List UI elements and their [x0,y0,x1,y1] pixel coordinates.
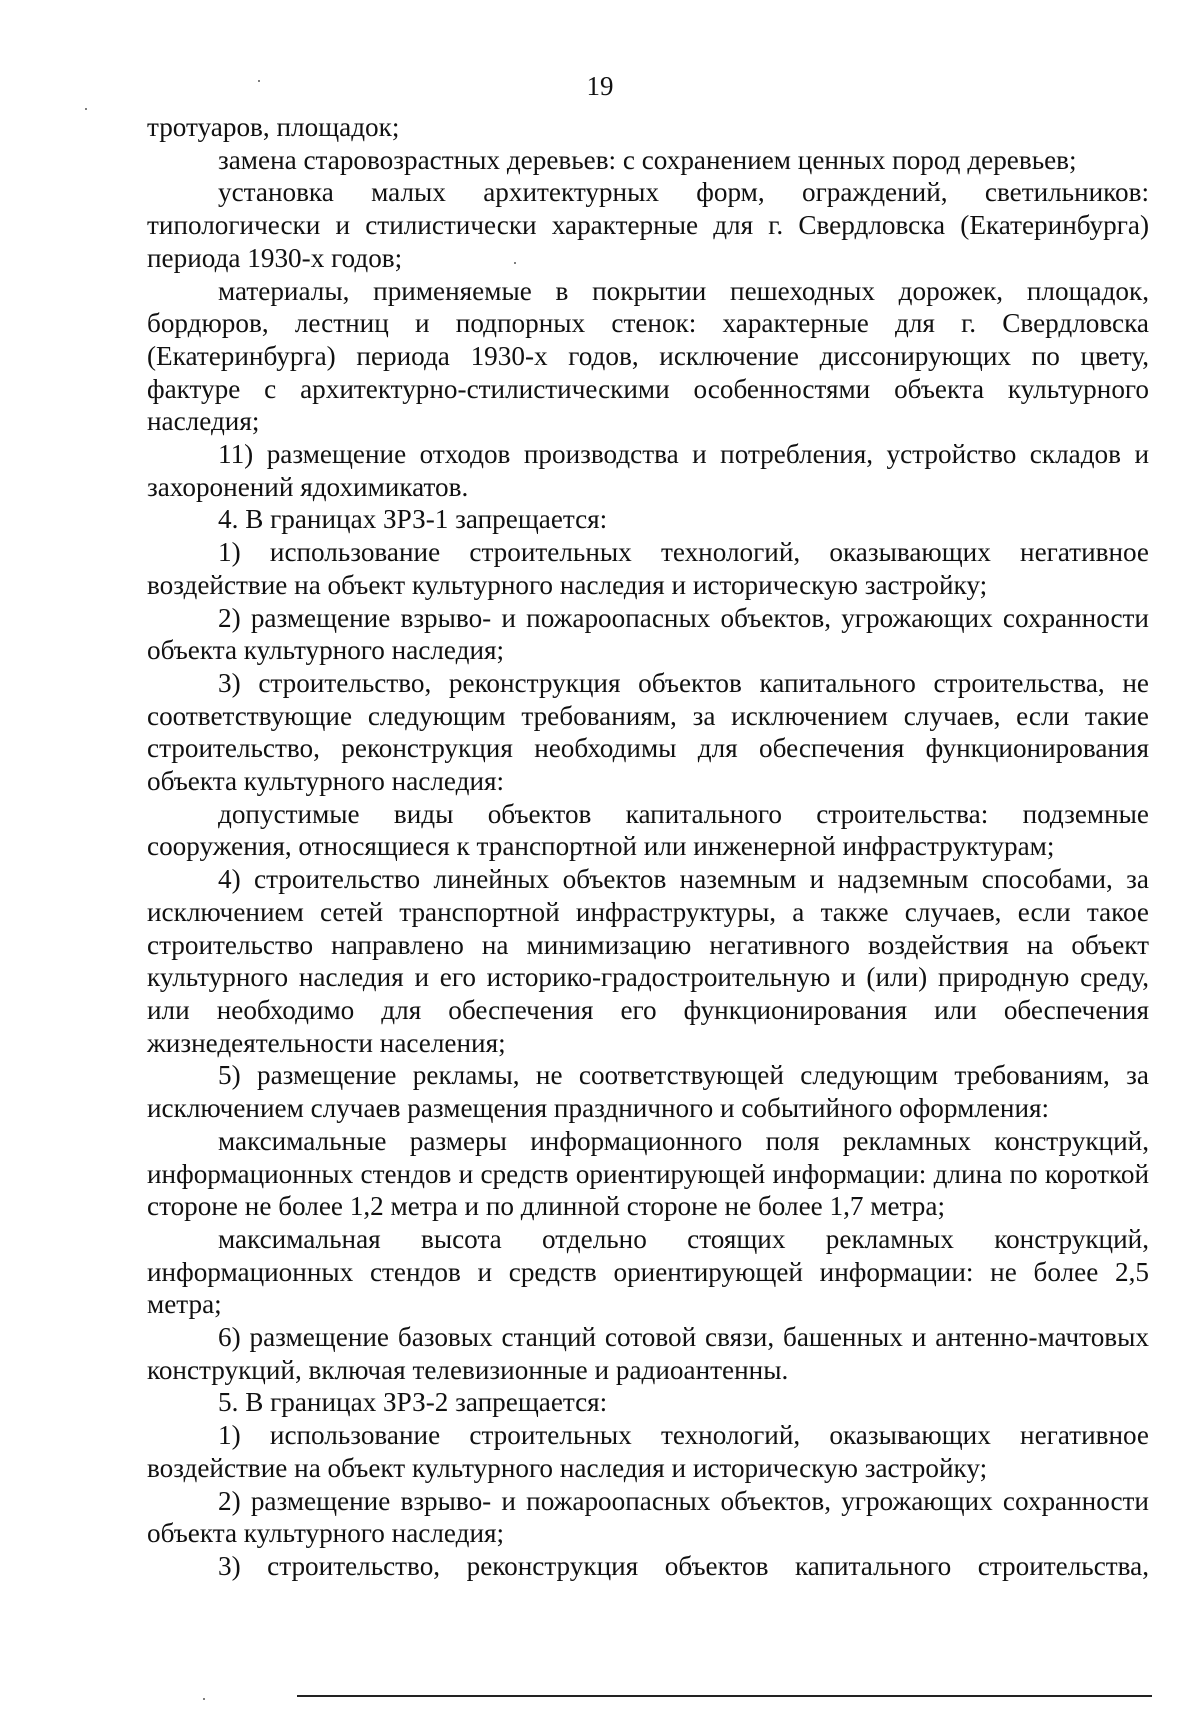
section-heading: 5. В границах ЗРЗ-2 запрещается: [218,1387,608,1418]
paragraph: установка малых архитектурных форм, ограждений, светильников: типологически и стилистически характерные для г. Свердловска (Екатеринбурга) периода 1930-х годов; [147,177,1149,273]
section-heading: 4. В границах ЗРЗ-1 запрещается: [218,504,608,535]
paragraph: 2) размещение взрыво- и пожароопасных объектов, угрожающих сохранности объекта культурного наследия; [147,602,1149,666]
paragraph: тротуаров, площадок; [147,112,400,142]
bottom-rule [297,1695,1152,1697]
page-number: 19 [586,71,614,101]
paragraph: 2) размещение взрыво- и пожароопасных объектов, угрожающих сохранности объекта культурного наследия; [147,1485,1149,1549]
paragraph: материалы, применяемые в покрытии пешеходных дорожек, площадок, бордюров, лестниц и подпорных стенок: характерные для г. Свердловска (Екатеринбурга) периода 1930-х годов, исключение диссонирующих по цвету, фактуре с архитектурно-стилистическими особенностями объекта культурного наследия; [147,275,1149,437]
paragraph: 6) размещение базовых станций сотовой связи, башенных и антенно-мачтовых конструкций, включая телевизионные и радиоантенны. [147,1322,1149,1385]
paragraph: 1) использование строительных технологий, оказывающих негативное воздействие на объект культурного наследия и историческую застройку; [147,537,1149,600]
scan-speck [85,108,87,110]
paragraph: 11) размещение отходов производства и потребления, устройство складов и захоронений ядохимикатов. [147,439,1149,502]
paragraph: замена старовозрастных деревьев: с сохранением ценных пород деревьев; [218,144,1077,175]
document-body [147,111,1149,1583]
paragraph: допустимые виды объектов капитального строительства: подземные сооружения, относящиеся к транспортной или инженерной инфраструктурам; [147,798,1149,862]
paragraph: 1) использование строительных технологий, оказывающих негативное воздействие на объект культурного наследия и историческую застройку; [147,1420,1149,1483]
paragraph: 5) размещение рекламы, не соответствующей следующим требованиям, за исключением случаев размещения праздничного и событийного оформления: [147,1060,1149,1124]
scan-speck [203,1698,205,1700]
paragraph: максимальные размеры информационного поля рекламных конструкций, информационных стендов и средств ориентирующей информации: длина по короткой стороне не более 1,2 метра и по длинной стороне не более 1,7 метра; [147,1125,1149,1222]
scan-speck [514,262,516,264]
paragraph: максимальная высота отдельно стоящих рекламных конструкций, информационных стендов и средств ориентирующей информации: не более 2,5 метра; [147,1223,1149,1320]
paragraph: 3) строительство, реконструкция объектов капитального строительства, [218,1550,1149,1581]
paragraph: 4) строительство линейных объектов наземным и надземным способами, за исключением сетей транспортной инфраструктуры, а также случаев, если такое строительство направлено на минимизацию негативного воздействия на объект культурного наследия и его историко-градостроительную и (или) природную среду, или необходимо для обеспечения его функционирования или обеспечения жизнедеятельности населения; [147,864,1149,1058]
scan-speck [258,80,260,82]
paragraph: 3) строительство, реконструкция объектов капитального строительства, не соответствующие следующим требованиям, за исключением случаев, если такие строительство, реконструкция необходимы для обеспечения функционирования объекта культурного наследия: [147,667,1149,797]
